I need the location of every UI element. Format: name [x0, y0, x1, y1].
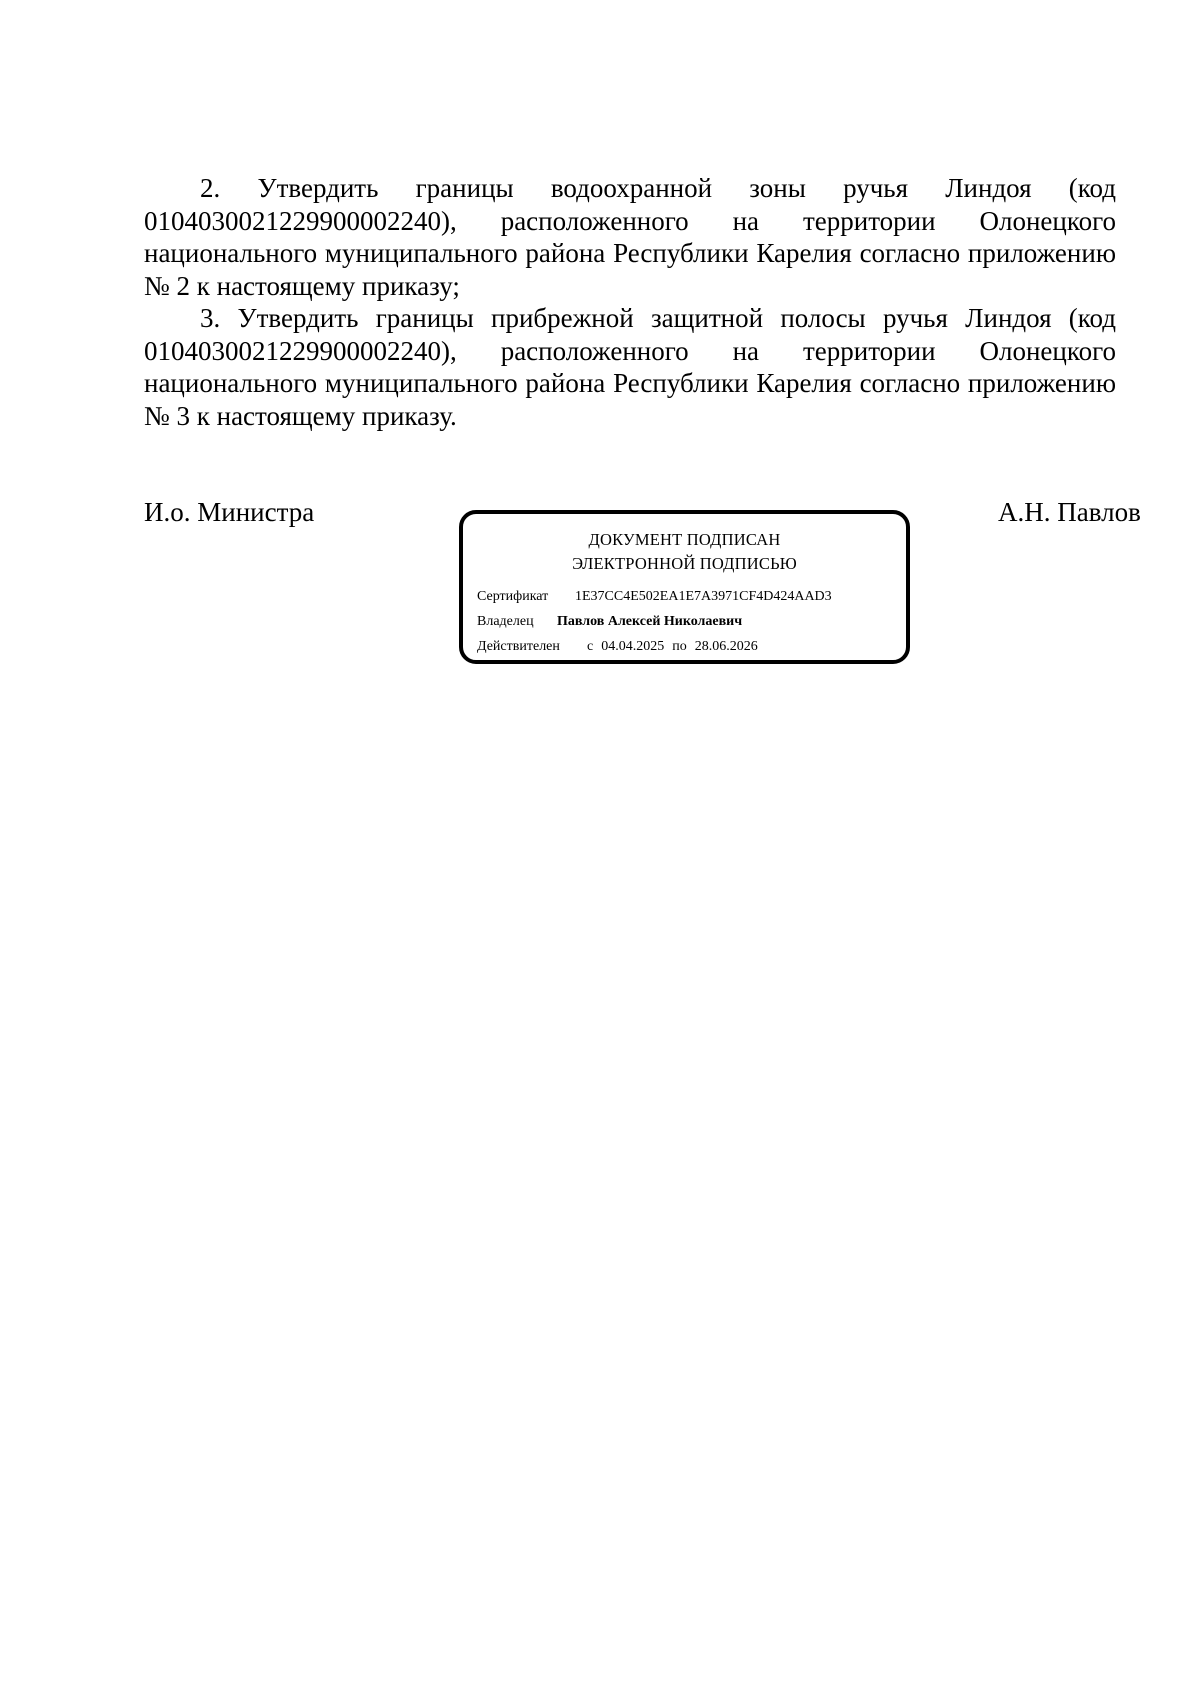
- paragraph-2: 2. Утвердить границы водоохранной зоны ручья Линдоя (код 0104030021229900002240), расположенного на территории Олонецкого национального муниципального района Республики Карелия согласно приложению № 2 к настоящему приказу;: [144, 173, 1116, 301]
- stamp-title: [463, 528, 906, 576]
- signatory-name: А.Н. Павлов: [998, 497, 1141, 527]
- stamp-owner-row: [477, 613, 742, 631]
- owner-value: Павлов Алексей Николаевич: [557, 614, 743, 629]
- certificate-label: Сертификат: [477, 589, 549, 604]
- paragraph-3: 3. Утвердить границы прибрежной защитной полосы ручья Линдоя (код 0104030021229900002240), расположенного на территории Олонецкого национального муниципального района Республики Карелия согласно приложению № 3 к настоящему приказу.: [144, 303, 1116, 431]
- stamp-certificate-row: [477, 588, 832, 606]
- certificate-value: 1E37CC4E502EA1E7A3971CF4D424AAD3: [575, 589, 832, 604]
- owner-label: Владелец: [477, 614, 534, 629]
- valid-to-date: 28.06.2026: [694, 639, 758, 654]
- stamp-title-line-1: ДОКУМЕНТ ПОДПИСАН: [588, 530, 781, 549]
- valid-to-prefix: по: [672, 639, 687, 654]
- valid-from-date: 04.04.2025: [601, 639, 665, 654]
- stamp-title-line-2: ЭЛЕКТРОННОЙ ПОДПИСЬЮ: [572, 554, 797, 573]
- document-body: [144, 172, 1116, 432]
- signatory-position: И.о. Министра: [144, 497, 315, 527]
- valid-from-prefix: с: [587, 639, 594, 654]
- valid-label: Действителен: [477, 639, 560, 654]
- electronic-signature-stamp: [459, 510, 910, 664]
- stamp-validity-row: [477, 638, 758, 656]
